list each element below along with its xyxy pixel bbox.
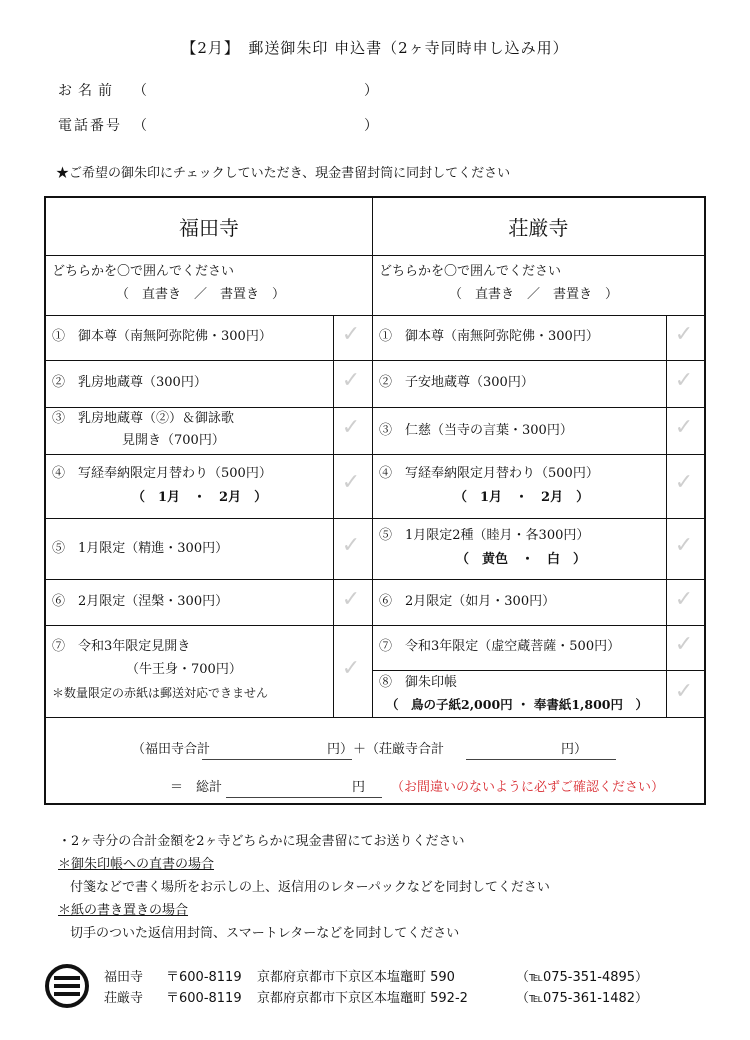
checkbox-left-4[interactable]: ✓ <box>341 470 361 495</box>
right-item-8-paper[interactable]: （ 鳥の子紙2,000円 ・ 奉書紙1,800円 ） <box>386 697 648 712</box>
page-title: 【2月】 郵送御朱印 申込書（2ヶ寺同時申し込み用） <box>181 39 569 57</box>
checkbox-right-4[interactable]: ✓ <box>674 470 694 495</box>
totals-line <box>46 717 704 718</box>
grand-total: ＝ 総計 円 <box>170 780 366 795</box>
left-item-2: ② 乳房地蔵尊（300円） <box>52 375 207 390</box>
checkbox-right-5[interactable]: ✓ <box>674 533 694 558</box>
temple-name: 荘厳寺 <box>508 216 569 240</box>
choice-cell-right <box>373 256 704 315</box>
note-direct-body: 付箋などで書く場所をお示しの上、返信用のレターパックなどを同封してください <box>70 880 550 895</box>
right-item-1: ① 御本尊（南無阿弥陀佛・300円） <box>379 329 599 344</box>
checkbox-right-2[interactable]: ✓ <box>674 368 694 393</box>
right-item-3: ③ 仁慈（当寺の言葉・300円） <box>379 423 573 438</box>
choice-instruction: どちらかを〇で囲んでください <box>52 264 235 279</box>
checkbox-left-1[interactable]: ✓ <box>341 322 361 347</box>
footer-temple-1: 福田寺 <box>104 970 144 985</box>
row-line <box>46 518 704 519</box>
confirm-note: （お間違いのないように必ずご確認ください） <box>391 780 665 795</box>
checkbox-left-3[interactable]: ✓ <box>341 415 361 440</box>
row-line <box>46 625 704 626</box>
left-item-5: ⑤ 1月限定（精進・300円） <box>52 541 229 556</box>
left-item-7: ⑦ 令和3年限定見開き <box>52 639 191 654</box>
subtotal-underline-right <box>466 759 616 760</box>
note-paper-head: ＊紙の書き置きの場合 <box>58 903 189 918</box>
left-item-3: ③ 乳房地蔵尊（②）＆御詠歌 <box>52 411 235 426</box>
note-direct-head: ＊御朱印帳への直書の場合 <box>58 857 215 872</box>
phone-field[interactable] <box>147 113 362 135</box>
left-item-7-note: ＊数量限定の赤紙は郵送対応できません <box>52 686 269 700</box>
right-item-4-months[interactable]: （ 1月 ・ 2月 ） <box>454 490 590 505</box>
footer-address-1: 京都府京都市下京区本塩竈町 590 <box>257 970 455 985</box>
name-label: お名前 <box>58 83 118 99</box>
checkbox-left-6[interactable]: ✓ <box>341 587 361 612</box>
choice-cell-left <box>46 256 372 315</box>
left-item-6: ⑥ 2月限定（涅槃・300円） <box>52 594 229 609</box>
choice-options[interactable]: （ 直書き ／ 書置き ） <box>449 287 619 302</box>
name-field[interactable] <box>147 78 362 100</box>
checkbox-left-2[interactable]: ✓ <box>341 368 361 393</box>
right-item-5: ⑤ 1月限定2種（睦月・各300円） <box>379 528 590 543</box>
footer-address-2: 京都府京都市下京区本塩竈町 592-2 <box>257 991 468 1006</box>
left-item-4-months[interactable]: （ 1月 ・ 2月 ） <box>132 490 268 505</box>
left-item-3-sub: 見開き（700円） <box>122 433 225 448</box>
grand-total-underline <box>226 797 382 798</box>
phone-open-paren: （ <box>133 118 147 134</box>
row-line <box>46 315 704 316</box>
checkbox-right-8[interactable]: ✓ <box>674 679 694 704</box>
instruction-text: ★ご希望の御朱印にチェックしていただき、現金書留封筒に同封してください <box>56 166 511 181</box>
right-item-2: ② 子安地蔵尊（300円） <box>379 375 534 390</box>
left-item-7-sub: （牛王身・700円） <box>126 662 242 677</box>
footer-temple-2: 荘厳寺 <box>104 991 144 1006</box>
footer-tel-1[interactable]: （℡075-351-4895） <box>516 970 649 985</box>
right-item-7: ⑦ 令和3年限定（虚空蔵菩薩・500円） <box>379 639 621 654</box>
checkbox-left-7[interactable]: ✓ <box>341 656 361 681</box>
phone-close-paren: ） <box>364 118 378 134</box>
note-payment: ・2ヶ寺分の合計金額を2ヶ寺どちらかに現金書留にてお送りください <box>58 834 465 849</box>
choice-instruction: どちらかを〇で囲んでください <box>379 264 562 279</box>
footer-postal-1: 〒600-8119 <box>166 970 242 985</box>
name-open-paren: （ <box>133 83 147 99</box>
checkbox-left-5[interactable]: ✓ <box>341 533 361 558</box>
subtotal-line: （福田寺合計 円）＋（荘厳寺合計 円） <box>132 742 588 757</box>
right-item-8: ⑧ 御朱印帳 <box>379 675 458 690</box>
left-item-1: ① 御本尊（南無阿弥陀佛・300円） <box>52 329 272 344</box>
temple-header-fukudenji <box>46 198 372 255</box>
right-item-5-colors[interactable]: （ 黄色 ・ 白 ） <box>456 552 587 567</box>
note-paper-body: 切手のついた返信用封筒、スマートレターなどを同封してください <box>70 926 460 941</box>
right-item-4: ④ 写経奉納限定月替わり（500円） <box>379 466 599 481</box>
subtotal-underline-left <box>202 759 352 760</box>
right-item-6: ⑥ 2月限定（如月・300円） <box>379 594 556 609</box>
order-table <box>44 196 706 805</box>
phone-label: 電話番号 <box>58 118 122 134</box>
row-line <box>372 670 704 671</box>
name-close-paren: ） <box>364 83 378 99</box>
checkbox-right-7[interactable]: ✓ <box>674 632 694 657</box>
checkbox-right-3[interactable]: ✓ <box>674 415 694 440</box>
temple-crest-logo <box>45 964 89 1008</box>
footer-postal-2: 〒600-8119 <box>166 991 242 1006</box>
row-line <box>46 360 704 361</box>
left-item-4: ④ 写経奉納限定月替わり（500円） <box>52 466 272 481</box>
checkbox-right-6[interactable]: ✓ <box>674 587 694 612</box>
choice-options[interactable]: （ 直書き ／ 書置き ） <box>116 287 286 302</box>
temple-header-shogonji <box>373 198 704 255</box>
checkbox-right-1[interactable]: ✓ <box>674 322 694 347</box>
row-line <box>46 454 704 455</box>
footer-tel-2[interactable]: （℡075-361-1482） <box>516 991 649 1006</box>
row-line <box>46 579 704 580</box>
temple-name: 福田寺 <box>179 216 239 240</box>
